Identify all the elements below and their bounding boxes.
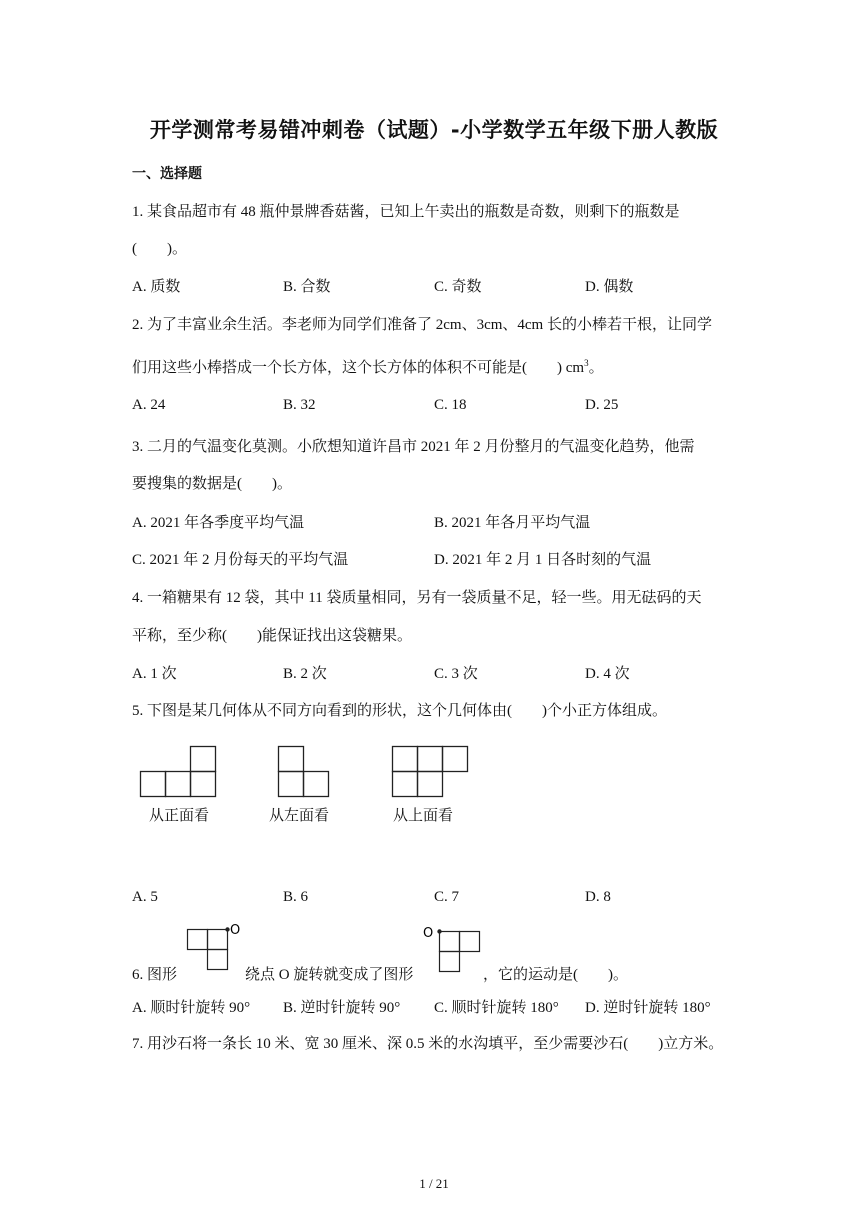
q3-line2: 要搜集的数据是( )。 xyxy=(132,476,292,492)
q4-option-d: D. 4 次 xyxy=(585,666,630,682)
q2-line2: 们用这些小棒搭成一个长方体，这个长方体的体积不可能是( ) $cm^3$。 xyxy=(132,358,604,376)
q2-option-d: D. 25 xyxy=(585,397,619,413)
front-view-figure xyxy=(140,746,218,798)
q6-option-b: B. 逆时针旋转 90° xyxy=(283,1000,401,1016)
q4-option-b: B. 2 次 xyxy=(283,666,327,682)
q2-unit-superscript: 3 xyxy=(584,358,589,368)
q7-line1: 7. 用沙石将一条长 10 米、宽 30 厘米、深 0.5 米的水沟填平，至少需要沙石( )立方米。 xyxy=(132,1036,724,1052)
q3-option-b: B. 2021 年各月平均气温 xyxy=(434,515,591,531)
q2-option-a: A. 24 xyxy=(132,397,166,413)
q1-line2: ( )。 xyxy=(132,241,187,257)
left-view-label: 从左面看 xyxy=(269,806,330,824)
page-number: 1 / 21 xyxy=(419,1176,449,1191)
top-view-figure xyxy=(392,746,470,798)
q6-option-d: D. 逆时针旋转 180° xyxy=(585,1000,711,1016)
q6-prefix: 6. 图形 xyxy=(132,967,178,983)
q5-option-d: D. 8 xyxy=(585,889,611,905)
q1-option-a: A. 质数 xyxy=(132,279,181,295)
q5-line1: 5. 下图是某几何体从不同方向看到的形状，这个几何体由( )个小正方体组成。 xyxy=(132,703,667,719)
page-title: 开学测常考易错冲刺卷（试题）-小学数学五年级下册人教版 xyxy=(149,118,719,142)
q4-option-c: C. 3 次 xyxy=(434,666,478,682)
q5-option-b: B. 6 xyxy=(283,889,309,905)
q4-line1: 4. 一箱糖果有 12 袋，其中 11 袋质量相同，另有一袋质量不足，轻一些。用无砝码的天 xyxy=(132,590,702,606)
q3-option-c: C. 2021 年 2 月份每天的平均气温 xyxy=(132,552,349,568)
q6-option-a: A. 顺时针旋转 90° xyxy=(132,1000,251,1016)
q2-option-b: B. 32 xyxy=(283,397,316,413)
q3-line1: 3. 二月的气温变化莫测。小欣想知道许昌市 2021 年 2 月份整月的气温变化趋势，他需 xyxy=(132,439,695,455)
q6-suffix: ，它的运动是( )。 xyxy=(483,967,628,983)
q5-option-c: C. 7 xyxy=(434,889,460,905)
q3-option-d: D. 2021 年 2 月 1 日各时刻的气温 xyxy=(434,552,652,568)
q2-option-c: C. 18 xyxy=(434,397,467,413)
q6-middle: 绕点 O 旋转就变成了图形 xyxy=(245,967,414,983)
q4-line2: 平称，至少称( )能保证找出这袋糖果。 xyxy=(132,628,412,644)
rotation-point-label-1: O xyxy=(230,923,241,938)
q1-option-d: D. 偶数 xyxy=(585,279,634,295)
q1-option-c: C. 奇数 xyxy=(434,279,482,295)
rotated-shape-figure xyxy=(423,924,483,972)
q6-option-c: C. 顺时针旋转 180° xyxy=(434,1000,559,1016)
front-view-label: 从正面看 xyxy=(149,806,210,824)
section-heading: 一、选择题 xyxy=(132,166,202,182)
rotation-point-label-2: O xyxy=(423,926,434,941)
original-shape-figure xyxy=(187,924,242,972)
q1-option-b: B. 合数 xyxy=(283,279,331,295)
q3-option-a: A. 2021 年各季度平均气温 xyxy=(132,515,305,531)
q4-option-a: A. 1 次 xyxy=(132,666,177,682)
left-view-figure xyxy=(278,746,331,798)
q5-option-a: A. 5 xyxy=(132,889,158,905)
q1-line1: 1. 某食品超市有 48 瓶仲景牌香菇酱，已知上午卖出的瓶数是奇数，则剩下的瓶数是 xyxy=(132,204,680,220)
top-view-label: 从上面看 xyxy=(393,806,454,824)
q2-line1: 2. 为了丰富业余生活。李老师为同学们准备了 2cm、3cm、4cm 长的小棒若干根，让同学 xyxy=(132,317,712,333)
